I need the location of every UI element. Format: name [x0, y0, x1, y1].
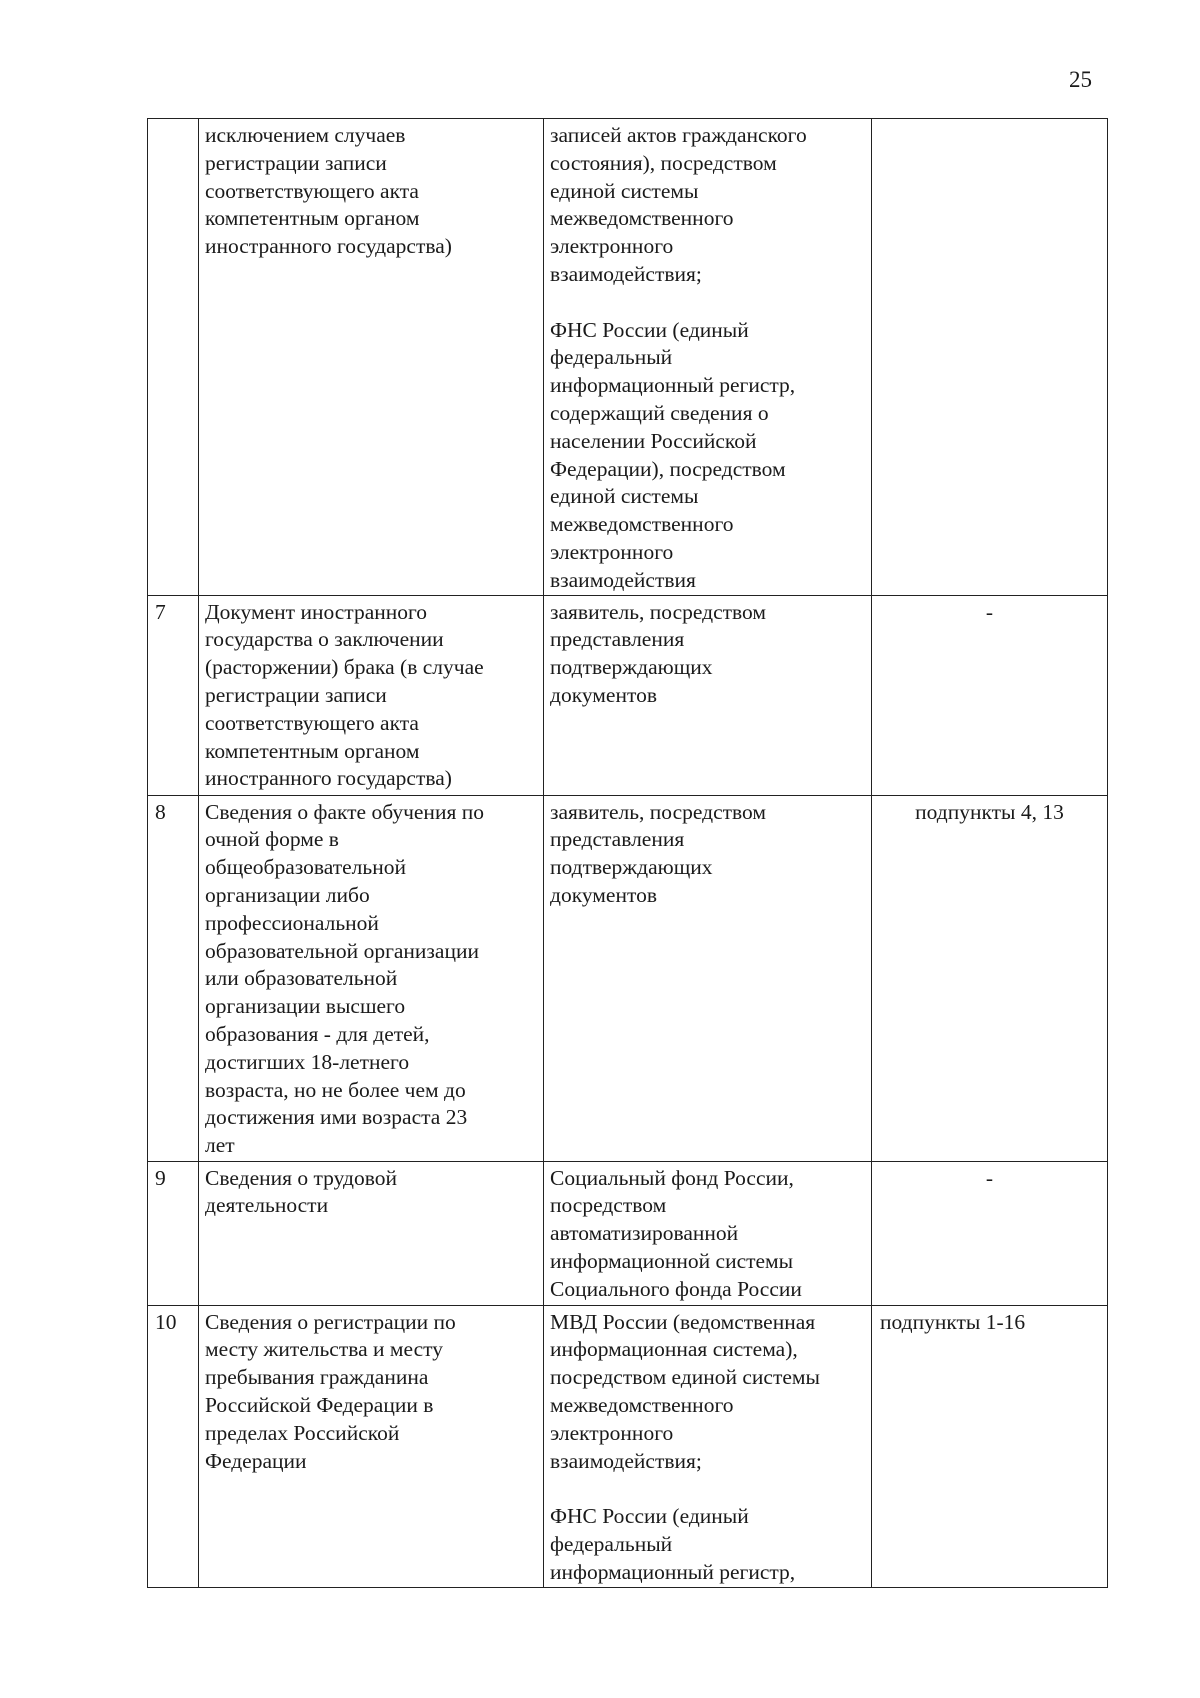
source-cell — [544, 1161, 872, 1305]
documents-table — [147, 118, 1108, 1588]
basis-cell: - — [872, 595, 1108, 795]
basis-cell: подпункты 1-16 — [872, 1305, 1108, 1587]
page-number: 25 — [1069, 67, 1092, 92]
source-cell — [544, 1305, 872, 1587]
row-number-cell: 8 — [148, 795, 199, 1161]
source-paragraph: Социальный фонд России, посредством автоматизированной информационной системы Социального фонда России — [550, 1165, 802, 1301]
row-number-cell: 10 — [148, 1305, 199, 1587]
document-name-text: Сведения о регистрации по месту жительства и месту пребывания гражданина Российской Федерации в пределах Российской Федерации — [205, 1309, 456, 1473]
source-cell — [544, 795, 872, 1161]
source-paragraph: ФНС России (единый федеральный информационный регистр, — [550, 1504, 796, 1584]
document-name-cell — [199, 795, 544, 1161]
source-paragraph: МВД России (ведомственная информационная система), посредством единой системы межведомственного электронного взаимодействия; — [550, 1309, 820, 1473]
table-row-7 — [148, 595, 1108, 795]
source-cell — [544, 119, 872, 596]
document-name-cell — [199, 119, 544, 596]
source-paragraph: заявитель, посредством представления подтверждающих документов — [550, 799, 766, 907]
source-paragraph: заявитель, посредством представления подтверждающих документов — [550, 599, 766, 707]
basis-cell: - — [872, 1161, 1108, 1305]
row-number-cell: 9 — [148, 1161, 199, 1305]
row-number-cell — [148, 119, 199, 596]
document-name-cell — [199, 1161, 544, 1305]
document-name-text: исключением случаев регистрации записи соответствующего акта компетентным органом иностранного государства) — [205, 123, 452, 259]
document-name-text: Сведения о трудовой деятельности — [205, 1165, 397, 1218]
table-row-8 — [148, 795, 1108, 1161]
document-name-text: Сведения о факте обучения по очной форме в общеобразовательной организации либо профессиональной образовательной организации или образовательной организации высшего образования - для детей, достигших 18-летнего возраста, но не более чем до достижения ими возраста 23 лет — [205, 799, 484, 1158]
document-name-text: Документ иностранного государства о заключении (расторжении) брака (в случае регистрации записи соответствующего акта компетентным органом иностранного государства) — [205, 599, 484, 791]
table-row-9 — [148, 1161, 1108, 1305]
basis-cell — [872, 119, 1108, 596]
source-cell — [544, 595, 872, 795]
source-paragraph: ФНС России (единый федеральный информационный регистр, содержащий сведения о населении Российской Федерации), посредством единой системы межведомственного электронного взаимодействия — [550, 317, 796, 592]
table-row-10 — [148, 1305, 1108, 1587]
source-paragraph: записей актов гражданского состояния), посредством единой системы межведомственного электронного взаимодействия; — [550, 123, 807, 286]
document-name-cell — [199, 595, 544, 795]
document-name-cell — [199, 1305, 544, 1587]
row-number-cell: 7 — [148, 595, 199, 795]
basis-cell: подпункты 4, 13 — [872, 795, 1108, 1161]
table-row-continuation — [148, 119, 1108, 596]
